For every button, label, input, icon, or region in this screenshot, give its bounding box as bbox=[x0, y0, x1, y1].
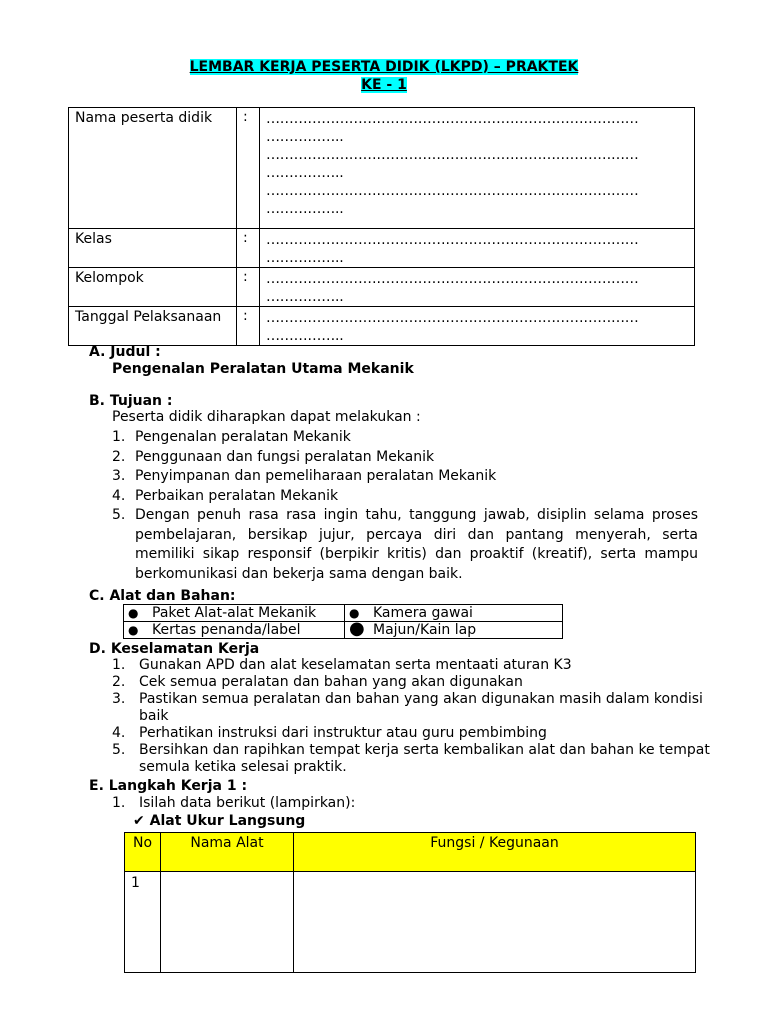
section-b-intro: Peserta didik diharapkan dapat melakukan : bbox=[112, 409, 421, 425]
table-cell-nama-alat[interactable] bbox=[161, 872, 294, 973]
info-colon: : bbox=[237, 108, 260, 229]
alat-ukur-table bbox=[124, 832, 696, 973]
document-title bbox=[0, 58, 768, 94]
info-row-tanggal bbox=[69, 307, 695, 346]
info-label: Nama peserta didik bbox=[69, 108, 237, 229]
bullet-icon: ● bbox=[128, 623, 139, 637]
checkmark-icon: ✔ bbox=[133, 813, 145, 829]
table-cell-fungsi[interactable] bbox=[294, 872, 696, 973]
info-label: Kelas bbox=[69, 229, 237, 268]
list-item: 3. Pastikan semua peralatan dan bahan yang akan digunakan masih dalam kondisi baik bbox=[112, 691, 703, 724]
info-row-nama bbox=[69, 108, 695, 229]
list-item: 1. Isilah data berikut (lampirkan): bbox=[112, 795, 356, 811]
bullet-icon: ● bbox=[349, 606, 360, 620]
info-row-kelas bbox=[69, 229, 695, 268]
list-item: 4. Perhatikan instruksi dari instruktur atau guru pembimbing bbox=[112, 725, 547, 741]
list-item: 5. Bersihkan dan rapihkan tempat kerja serta kembalikan alat dan bahan ke tempat semula ketika selesai praktik. bbox=[112, 742, 710, 775]
table-header-row bbox=[125, 833, 696, 872]
section-c-heading: C. Alat dan Bahan: bbox=[89, 588, 236, 604]
info-fill-field[interactable]: ……………………………………………………………………… …………….. bbox=[260, 307, 695, 346]
title-line-1: LEMBAR KERJA PESERTA DIDIK (LKPD) – PRAKTEK bbox=[189, 59, 579, 75]
section-a-heading: A. Judul : bbox=[89, 344, 161, 360]
info-colon: : bbox=[237, 307, 260, 346]
section-e-heading: E. Langkah Kerja 1 : bbox=[89, 778, 248, 794]
info-row-kelompok bbox=[69, 268, 695, 307]
list-item: 1. Gunakan APD dan alat keselamatan serta mentaati aturan K3 bbox=[112, 657, 572, 673]
list-item: 3. Penyimpanan dan pemeliharaan peralatan Mekanik bbox=[112, 468, 497, 484]
alat-ukur-heading: ✔ Alat Ukur Langsung bbox=[133, 813, 306, 829]
info-colon: : bbox=[237, 229, 260, 268]
column-header-fungsi: Fungsi / Kegunaan bbox=[294, 833, 696, 872]
list-item: ● Kamera gawai bbox=[345, 605, 563, 622]
list-item: ● Paket Alat-alat Mekanik bbox=[124, 605, 345, 622]
column-header-nama-alat: Nama Alat bbox=[161, 833, 294, 872]
keselamatan-list bbox=[112, 657, 712, 776]
langkah-list bbox=[112, 795, 712, 812]
list-item: 2. Cek semua peralatan dan bahan yang akan digunakan bbox=[112, 674, 523, 690]
table-cell-no: 1 bbox=[125, 872, 161, 973]
list-item: ● Kertas penanda/label bbox=[124, 622, 345, 639]
info-fill-field[interactable]: ……………………………………………………………………… …………….. bbox=[260, 229, 695, 268]
section-b-heading: B. Tujuan : bbox=[89, 393, 173, 409]
alat-bahan-table bbox=[123, 604, 563, 639]
column-header-no: No bbox=[125, 833, 161, 872]
list-item: 5. Dengan penuh rasa rasa ingin tahu, tanggung jawab, disiplin selama proses pembelajaran, bersikap jujur, percaya diri dan pantang menyerah, serta memiliki sikap responsif (berpikir kritis) dan proaktif (kreatif), serta mampu berkomunikasi dan bekerja sama dengan baik. bbox=[112, 507, 698, 582]
title-line-2: KE - 1 bbox=[361, 77, 407, 93]
section-a-subtitle: Pengenalan Peralatan Utama Mekanik bbox=[112, 361, 414, 377]
info-fill-field[interactable]: ……………………………………………………………………… …………….. bbox=[260, 268, 695, 307]
list-item: 1. Pengenalan peralatan Mekanik bbox=[112, 429, 351, 445]
info-label: Kelompok bbox=[69, 268, 237, 307]
section-d-heading: D. Keselamatan Kerja bbox=[89, 641, 260, 657]
list-item: 2. Penggunaan dan fungsi peralatan Mekanik bbox=[112, 448, 435, 465]
info-label: Tanggal Pelaksanaan bbox=[69, 307, 237, 346]
list-item: 4. Perbaikan peralatan Mekanik bbox=[112, 487, 339, 504]
bullet-icon: ● bbox=[128, 606, 139, 620]
list-item: ● Majun/Kain lap bbox=[345, 622, 563, 639]
info-colon: : bbox=[237, 268, 260, 307]
bullet-icon: ● bbox=[349, 618, 365, 639]
tujuan-list bbox=[112, 428, 698, 584]
info-fill-field[interactable]: ……………………………………………………………………… …………….. ……………………………………………………………………… …………….. ……………………………………………………………………… …………….. bbox=[260, 108, 695, 229]
table-row bbox=[125, 872, 696, 973]
student-info-table bbox=[68, 107, 695, 346]
